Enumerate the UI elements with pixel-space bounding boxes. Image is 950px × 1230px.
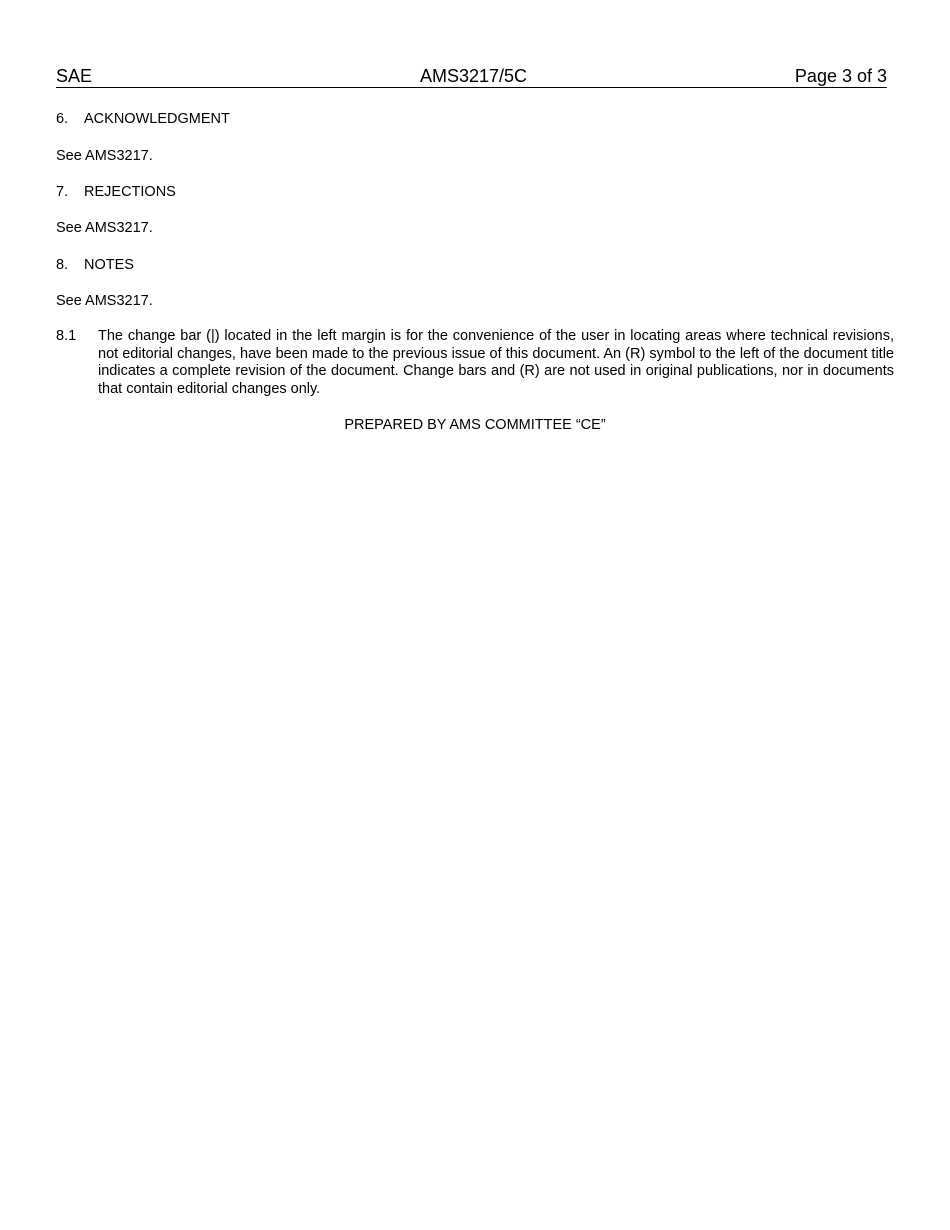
section-number: 7.	[56, 184, 69, 200]
page-header	[56, 66, 887, 88]
section-title: ACKNOWLEDGMENT	[84, 111, 230, 127]
section-7-body: See AMS3217.	[56, 220, 153, 236]
section-7-heading	[56, 183, 176, 201]
section-title: NOTES	[84, 257, 134, 273]
note-text: The change bar (|) located in the left margin is for the convenience of the user in locating areas where technical revisions, not editorial changes, have been made to the previous issue of this document. An (R) symbol to the left of the document title indicates a complete revision of the document. Change bars and (R) are not used in original publications, nor in documents that contain editorial changes only.	[98, 328, 894, 397]
section-8-heading	[56, 256, 134, 274]
header-page-number: Page 3 of 3	[794, 66, 887, 86]
section-6-heading	[56, 110, 230, 128]
section-8-body: See AMS3217.	[56, 293, 153, 309]
section-title: REJECTIONS	[84, 184, 176, 200]
header-organization: SAE	[56, 66, 93, 86]
section-6-body: See AMS3217.	[56, 148, 153, 164]
note-8-1	[56, 328, 894, 398]
prepared-by-committee: PREPARED BY AMS COMMITTEE “CE”	[344, 417, 606, 433]
section-number: 8.	[56, 257, 69, 273]
section-number: 6.	[56, 111, 69, 127]
header-document-number: AMS3217/5C	[420, 66, 528, 86]
note-number: 8.1	[56, 328, 77, 344]
